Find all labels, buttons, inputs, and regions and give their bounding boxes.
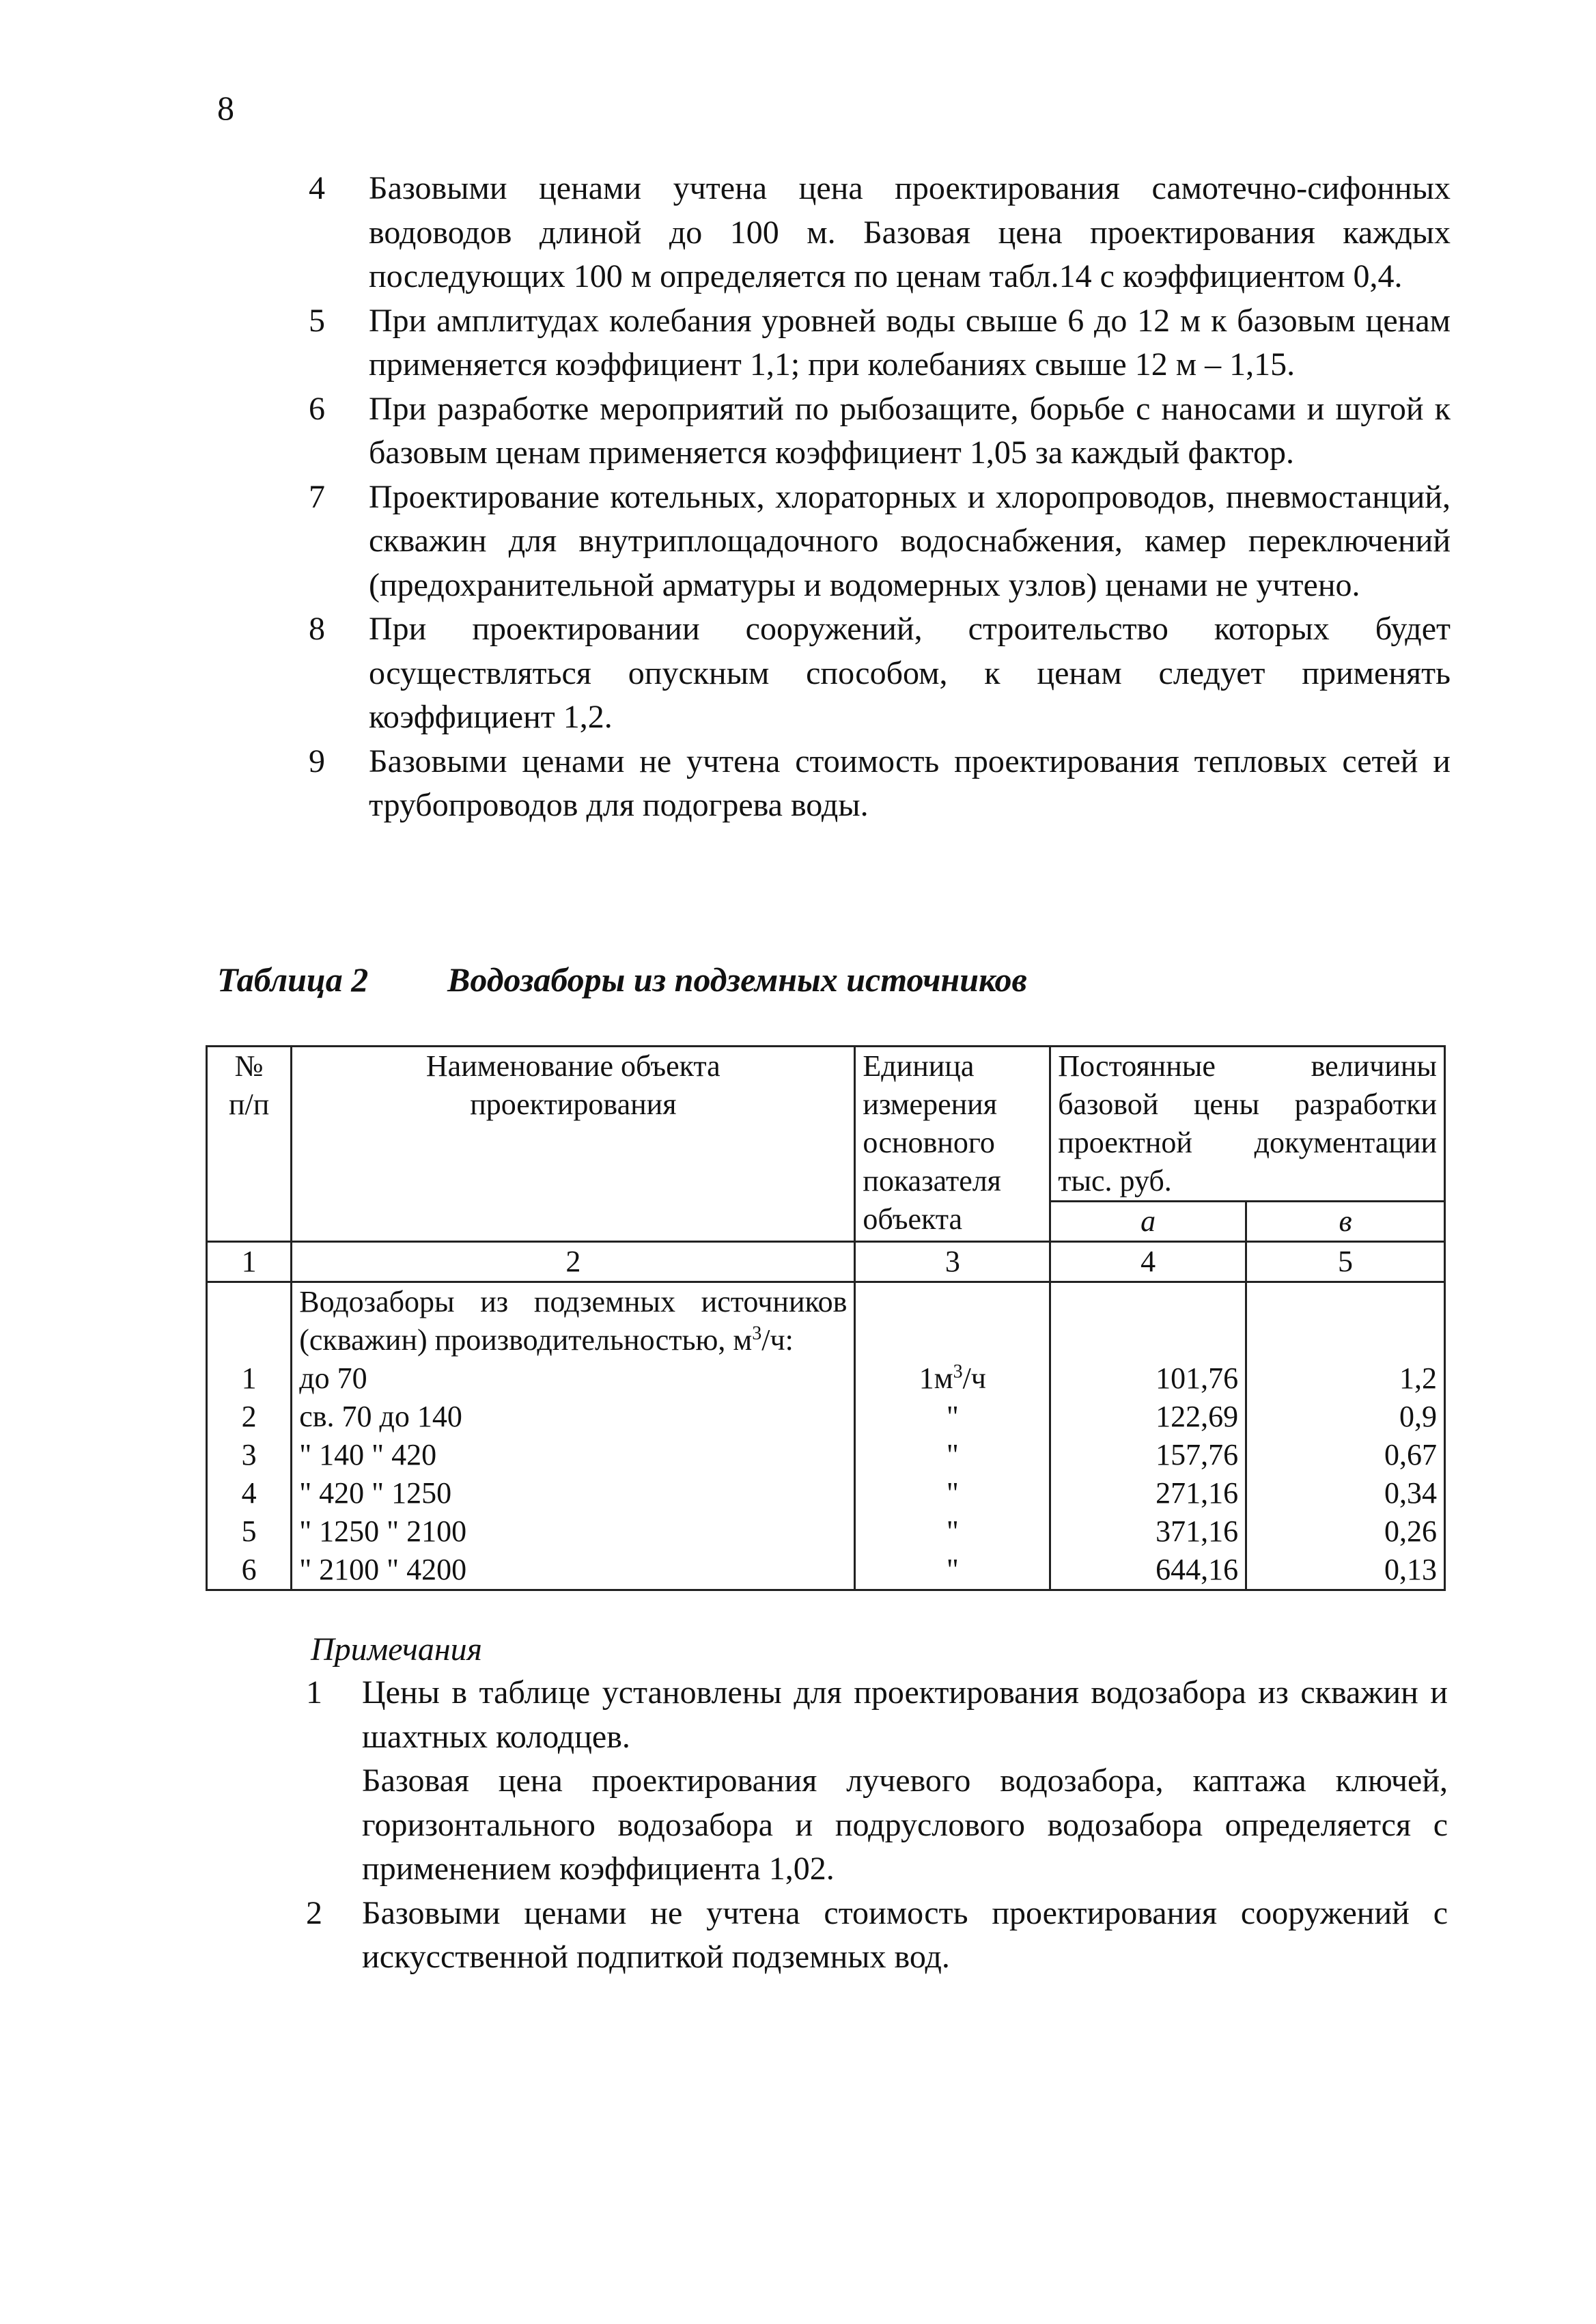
remark-paragraph: Цены в таблице установлены для проектирования водозабора из скважин и шахтных колодцев. [362,1674,1448,1755]
value-b: 0,67 [1384,1438,1437,1471]
row-unit [863,1359,1042,1398]
header-text: основного [863,1126,995,1159]
group-title-suffix: /ч: [761,1323,794,1357]
note-number: 9 [309,743,325,779]
table-header-row [207,1047,1445,1202]
row-number: 5 [241,1514,257,1548]
note-text: Базовыми ценами не учтена стоимость проектирования тепловых сетей и трубопроводов для подогрева воды. [369,743,1451,823]
row-number: 4 [241,1476,257,1510]
row-name: св. 70 до 140 [299,1400,462,1433]
header-text: измерения [863,1088,997,1121]
remark-item [306,1892,1448,1980]
blank-line [1058,1283,1238,1321]
remark-number: 2 [306,1894,322,1931]
header-coef-b: в [1246,1202,1445,1242]
value-b: 1,2 [1399,1361,1437,1395]
note-number: 5 [309,302,325,339]
row-unit: " [946,1400,959,1433]
remarks-heading: Примечания [311,1631,482,1668]
header-text: базовой цены разработки [1058,1088,1437,1121]
note-item [309,740,1451,828]
header-object-name [292,1047,855,1242]
header-number [207,1047,292,1242]
blank-line [1058,1321,1238,1359]
header-base-price [1050,1047,1445,1202]
row-unit: " [946,1514,959,1548]
row-unit: " [946,1438,959,1471]
header-text: № [234,1049,264,1083]
value-b: 0,9 [1399,1400,1437,1433]
note-number: 8 [309,611,325,647]
group-title-text: (скважин) производительностью, м [299,1323,753,1357]
value-a: 101,76 [1156,1361,1239,1395]
unit-text: 1м [919,1361,953,1395]
note-item [309,167,1451,299]
header-text: Постоянные величины [1058,1049,1437,1083]
header-coef-a: а [1050,1202,1246,1242]
value-a: 644,16 [1156,1553,1239,1586]
note-text: При проектировании сооружений, строительство которых будет осуществляться опускным способом, к ценам следует применять коэффициент 1,2. [369,611,1451,735]
note-item [309,475,1451,608]
column-number: 4 [1050,1242,1246,1282]
header-text: Единица [863,1049,975,1083]
blank-line [1254,1283,1437,1321]
header-text: объекта [863,1202,963,1236]
remark-item [306,1671,1448,1892]
notes-list [309,167,1451,828]
remarks-list [306,1671,1448,1980]
value-a: 122,69 [1156,1400,1239,1433]
remark-paragraph: Базовая цена проектирования лучевого водозабора, каптажа ключей, горизонтального водозабора и подруслового водозабора определяется с применением коэффициента 1,02. [362,1762,1448,1887]
blank-line [863,1283,1042,1321]
header-text: показателя [863,1164,1001,1198]
page-number: 8 [217,89,234,127]
value-b: 0,26 [1384,1514,1437,1548]
superscript: 3 [953,1361,963,1383]
note-item [309,387,1451,475]
column-number: 1 [207,1242,292,1282]
group-title [299,1321,847,1359]
table-label: Таблица 2 [217,960,369,999]
header-text: проектной документации [1058,1126,1437,1159]
row-numbers-cell [207,1282,292,1590]
row-unit: " [946,1476,959,1510]
row-name: " 420 " 1250 [299,1476,452,1510]
row-number: 2 [241,1400,257,1433]
superscript: 3 [752,1323,762,1344]
table-title: Водозаборы из подземных источников [447,960,1027,999]
table-column-numbers-row [207,1242,1445,1282]
price-table [206,1045,1446,1591]
header-text: тыс. руб. [1058,1164,1172,1198]
row-name: " 2100 " 4200 [299,1553,467,1586]
note-number: 6 [309,390,325,427]
remark-number: 1 [306,1674,322,1711]
row-name: до 70 [299,1361,367,1395]
value-a: 371,16 [1156,1514,1239,1548]
row-units-cell [855,1282,1050,1590]
note-item [309,299,1451,387]
row-values-a-cell [1050,1282,1246,1590]
blank-line [863,1321,1042,1359]
row-name: " 1250 " 2100 [299,1514,467,1548]
blank-line [214,1321,283,1359]
column-number: 2 [292,1242,855,1282]
blank-line [1254,1321,1437,1359]
value-a: 157,76 [1156,1438,1239,1471]
note-number: 7 [309,478,325,515]
row-names-cell [292,1282,855,1590]
row-number: 6 [241,1553,257,1586]
header-text: п/п [228,1088,270,1121]
header-unit [855,1047,1050,1242]
value-a: 271,16 [1156,1476,1239,1510]
remark-paragraph: Базовыми ценами не учтена стоимость проектирования сооружений с искусственной подпиткой подземных вод. [362,1894,1448,1975]
row-values-b-cell [1246,1282,1445,1590]
table-caption [217,959,1027,1000]
column-number: 5 [1246,1242,1445,1282]
header-text: Наименование объекта [425,1049,720,1083]
value-b: 0,34 [1384,1476,1437,1510]
value-b: 0,13 [1384,1553,1437,1586]
blank-line [214,1283,283,1321]
note-text: Проектирование котельных, хлораторных и хлоропроводов, пневмостанций, скважин для внутриплощадочного водоснабжения, камер переключений (предохранительной арматуры и водомерных узлов) ценами не учтено. [369,478,1451,603]
note-item [309,607,1451,740]
row-number: 1 [241,1361,257,1395]
note-text: При амплитудах колебания уровней воды свыше 6 до 12 м к базовым ценам применяется коэффициент 1,1; при колебаниях свыше 12 м – 1,15. [369,302,1451,383]
unit-suffix: /ч [962,1361,986,1395]
note-text: Базовыми ценами учтена цена проектирования самотечно-сифонных водоводов длиной до 100 м. Базовая цена проектирования каждых последующих 100 м определяется по ценам табл.14 с коэффициентом 0,4. [369,170,1451,294]
group-title: Водозаборы из подземных источников [299,1285,848,1318]
note-number: 4 [309,170,325,206]
note-text: При разработке мероприятий по рыбозащите, борьбе с наносами и шугой к базовым ценам применяется коэффициент 1,05 за каждый фактор. [369,390,1451,471]
row-name: " 140 " 420 [299,1438,437,1471]
table-body-row [207,1282,1445,1590]
header-text: проектирования [470,1088,677,1121]
row-number: 3 [241,1438,257,1471]
row-unit: " [946,1553,959,1586]
column-number: 3 [855,1242,1050,1282]
